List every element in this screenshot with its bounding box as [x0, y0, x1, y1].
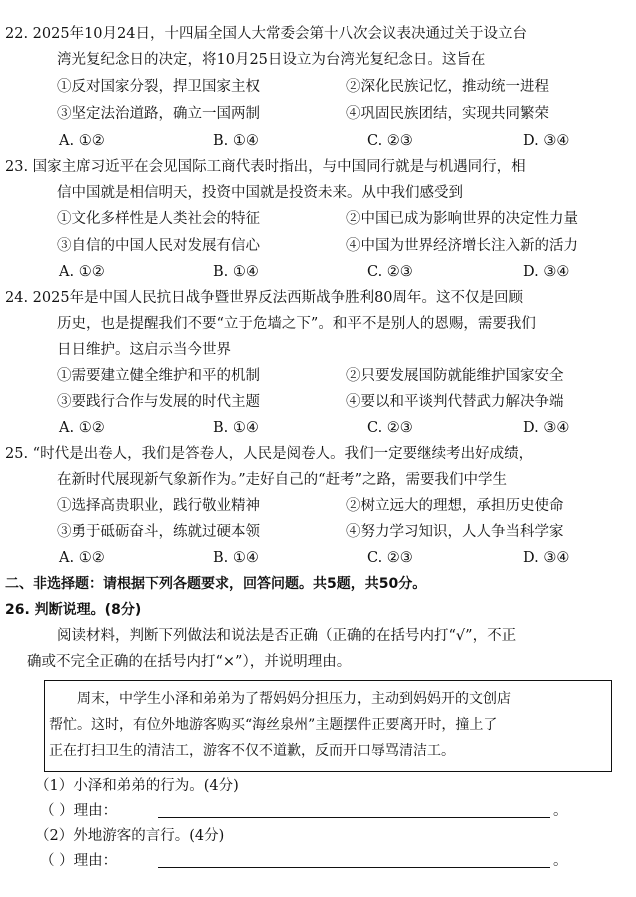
- q24-option-a[interactable]: A. ①②: [59, 420, 105, 436]
- q23-option-c[interactable]: C. ②③: [367, 264, 413, 280]
- q26-intro-line-1: 阅读材料，判断下列做法和说法是否正确（正确的在括号内打“√”，不正: [57, 628, 517, 644]
- q25-statement-4: ④努力学习知识，人人争当科学家: [346, 524, 564, 540]
- q22-option-d[interactable]: D. ③④: [523, 133, 570, 149]
- q25-statement-2: ②树立远大的理想，承担历史使命: [346, 498, 564, 514]
- q25-option-d[interactable]: D. ③④: [523, 550, 570, 566]
- q24-stem-line-2: 历史，也是提醒我们不要“立于危墙之下”。和平不是别人的恩赐，需要我们: [57, 316, 536, 332]
- q26-part-2-end-mark: 。: [553, 853, 568, 869]
- q24-option-d[interactable]: D. ③④: [523, 420, 570, 436]
- q24-statement-1: ①需要建立健全维护和平的机制: [57, 368, 260, 384]
- q22-stem-line-2: 湾光复纪念日的决定，将10月25日设立为台湾光复纪念日。这旨在: [57, 52, 486, 68]
- q26-material-line-2: 帮忙。这时，有位外地游客购买“海丝泉州”主题摆件正要离开时，撞上了: [49, 717, 498, 733]
- q25-option-b[interactable]: B. ①④: [213, 550, 259, 566]
- q22-statement-3: ③坚定法治道路，确立一国两制: [57, 106, 260, 122]
- q23-option-b[interactable]: B. ①④: [213, 264, 259, 280]
- q25-option-c[interactable]: C. ②③: [367, 550, 413, 566]
- q22-option-b[interactable]: B. ①④: [213, 133, 259, 149]
- q25-statement-3: ③勇于砥砺奋斗，练就过硬本领: [57, 524, 260, 540]
- q23-statement-1: ①文化多样性是人类社会的特征: [57, 211, 260, 227]
- q24-option-b[interactable]: B. ①④: [213, 420, 259, 436]
- q25-stem-line-2: 在新时代展现新气象新作为。”走好自己的“赶考”之路，需要我们中学生: [57, 472, 507, 488]
- q24-stem-line-3: 日日维护。这启示当今世界: [57, 342, 231, 358]
- q26-part-1-answer-prefix: （ ）理由：: [40, 803, 118, 819]
- q24-statement-3: ③要践行合作与发展的时代主题: [57, 394, 260, 410]
- q26-material-line-3: 正在打扫卫生的清洁工，游客不仅不道歉，反而开口辱骂清洁工。: [49, 743, 455, 759]
- q24-option-c[interactable]: C. ②③: [367, 420, 413, 436]
- q22-statement-4: ④巩固民族团结，实现共同繁荣: [346, 106, 549, 122]
- q26-part-1-end-mark: 。: [553, 803, 568, 819]
- q26-intro-line-2: 确或不完全正确的在括号内打“×”），并说明理由。: [27, 654, 352, 670]
- q26-part-2-answer-prefix: （ ）理由：: [40, 853, 118, 869]
- q22-statement-1: ①反对国家分裂，捍卫国家主权: [57, 79, 260, 95]
- q23-option-a[interactable]: A. ①②: [59, 264, 105, 280]
- q22-option-c[interactable]: C. ②③: [367, 133, 413, 149]
- q26-part-1-label: （1）小泽和弟弟的行为。(4分): [35, 778, 239, 794]
- q23-stem-line-2: 信中国就是相信明天，投资中国就是投资未来。从中我们感受到: [57, 185, 463, 201]
- q25-stem-line-1: 25. “时代是出卷人，我们是答卷人，人民是阅卷人。我们一定要继续考出好成绩，: [5, 446, 534, 462]
- q26-material-line-1: 周末，中学生小泽和弟弟为了帮妈妈分担压力，主动到妈妈开的文创店: [77, 691, 511, 707]
- q24-statement-2: ②只要发展国防就能维护国家安全: [346, 368, 564, 384]
- q26-part-1-answer-blank[interactable]: [158, 817, 550, 818]
- q26-part-2-label: （2）外地游客的言行。(4分): [35, 828, 225, 844]
- q26-part-2-answer-blank[interactable]: [158, 867, 550, 868]
- q22-statement-2: ②深化民族记忆，推动统一进程: [346, 79, 549, 95]
- q23-option-d[interactable]: D. ③④: [523, 264, 570, 280]
- q23-statement-2: ②中国已成为影响世界的决定性力量: [346, 211, 578, 227]
- q25-statement-1: ①选择高贵职业，践行敬业精神: [57, 498, 260, 514]
- q24-stem-line-1: 24. 2025年是中国人民抗日战争暨世界反法西斯战争胜利80周年。这不仅是回顾: [5, 290, 524, 306]
- q23-stem-line-1: 23. 国家主席习近平在会见国际工商代表时指出，与中国同行就是与机遇同行，相: [5, 159, 526, 175]
- section-2-heading: 二、非选择题：请根据下列各题要求，回答问题。共5题，共50分。: [5, 576, 427, 592]
- q23-statement-3: ③自信的中国人民对发展有信心: [57, 238, 260, 254]
- q26-material-box: [44, 680, 612, 772]
- q22-option-a[interactable]: A. ①②: [59, 133, 105, 149]
- q26-heading: 26. 判断说理。(8分): [5, 602, 142, 618]
- q22-stem-line-1: 22. 2025年10月24日，十四届全国人大常委会第十八次会议表决通过关于设立台: [5, 26, 527, 42]
- q23-statement-4: ④中国为世界经济增长注入新的活力: [346, 238, 578, 254]
- q25-option-a[interactable]: A. ①②: [59, 550, 105, 566]
- q24-statement-4: ④要以和平谈判代替武力解决争端: [346, 394, 564, 410]
